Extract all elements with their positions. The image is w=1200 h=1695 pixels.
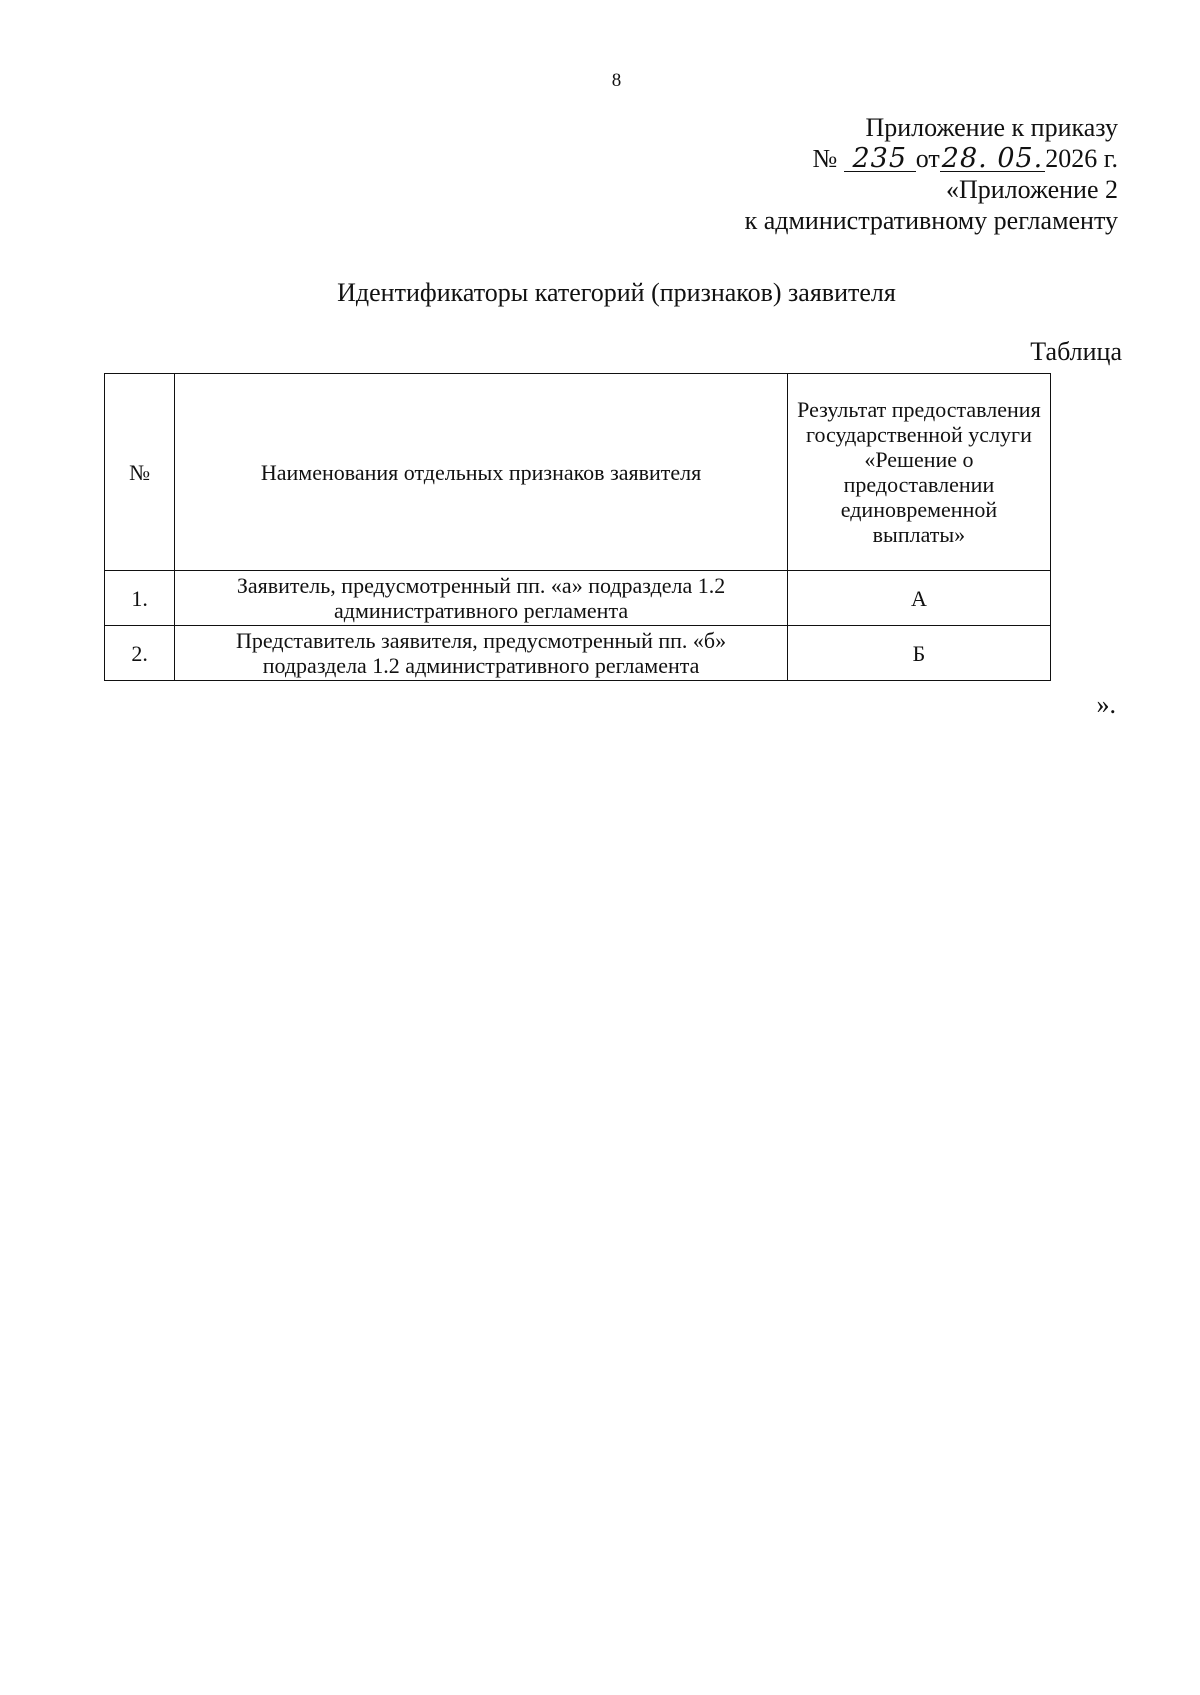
- order-date-handwritten: 28. 05.: [941, 143, 1044, 174]
- table-header-row: [105, 374, 1051, 571]
- number-sign: №: [812, 144, 838, 173]
- order-year: 2026 г.: [1045, 144, 1118, 173]
- appendix-line-1: Приложение к приказу: [865, 113, 1118, 142]
- cell-name: Представитель заявителя, предусмотренный пп. «б» подраздела 1.2 административного регламента: [175, 626, 788, 681]
- cell-result: А: [787, 571, 1050, 626]
- table-caption: Таблица: [1030, 337, 1122, 366]
- header-name: Наименования отдельных признаков заявителя: [175, 374, 788, 571]
- header-result: Результат предоставления государственной услуги «Решение о предоставлении единовременной выплаты»: [787, 374, 1050, 571]
- appendix-block: [745, 112, 1118, 236]
- closing-quote: ».: [1096, 690, 1116, 719]
- table-row: [105, 571, 1051, 626]
- table-row: [105, 626, 1051, 681]
- cell-no: 1.: [105, 571, 175, 626]
- appendix-line-4: к административному регламенту: [744, 206, 1118, 235]
- header-no: №: [105, 374, 175, 571]
- appendix-line-3: «Приложение 2: [945, 175, 1118, 204]
- document-title: Идентификаторы категорий (признаков) заявителя: [337, 278, 896, 307]
- cell-name: Заявитель, предусмотренный пп. «а» подраздела 1.2 административного регламента: [175, 571, 788, 626]
- page-number: 8: [611, 70, 622, 91]
- appendix-order-line: [745, 143, 1118, 174]
- from-word: от: [915, 144, 940, 173]
- cell-no: 2.: [105, 626, 175, 681]
- cell-result: Б: [787, 626, 1050, 681]
- order-number-handwritten: 235: [844, 147, 916, 172]
- applicant-identifiers-table: [104, 373, 1051, 681]
